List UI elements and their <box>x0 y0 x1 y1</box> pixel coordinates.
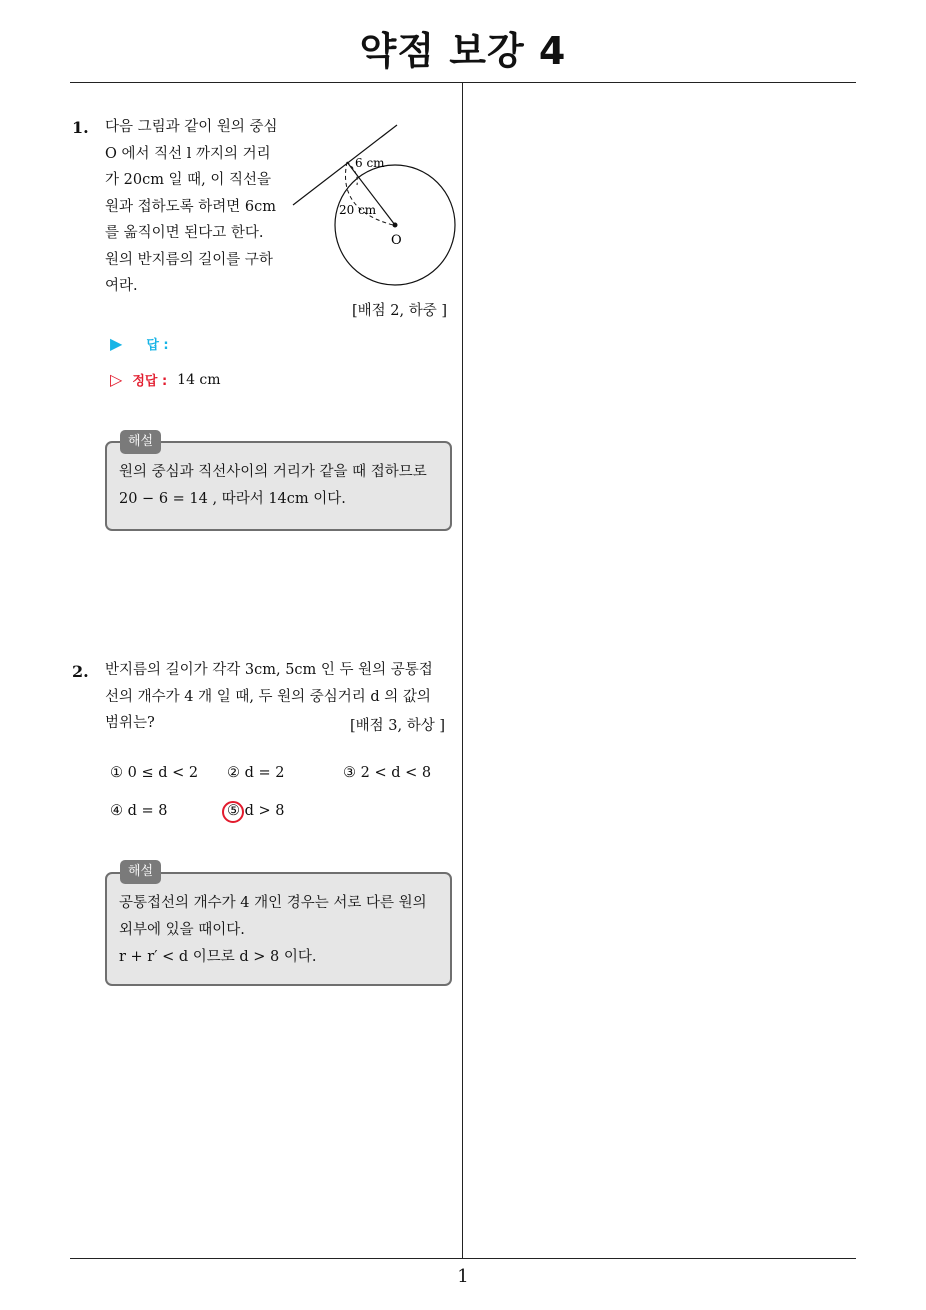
question-2-score: [배점 3, 하상 ] <box>350 718 446 734</box>
explanation-line: r + r′ < d 이므로 d > 8 이다. <box>119 949 317 965</box>
explanation-line: 20 − 6 = 14 , 따라서 14cm 이다. <box>119 491 346 507</box>
explanation-line: 공통접선의 개수가 4 개인 경우는 서로 다른 원의 <box>119 895 427 911</box>
footer-rule <box>70 1258 856 1259</box>
question-1-line: 원의 반지름의 길이를 구하 <box>105 251 273 268</box>
center-point <box>393 223 398 228</box>
question-1-line: 를 옮직이면 된다고 한다. <box>105 225 264 241</box>
play-triangle-icon: ▶ <box>110 334 123 353</box>
answer-label: 답 : <box>146 338 169 353</box>
selected-answer-circle <box>222 801 244 823</box>
outline-triangle-icon: ▷ <box>110 370 123 389</box>
choice-3[interactable]: ③ 2 < d < 8 <box>343 765 432 781</box>
explanation-tag: 해설 <box>120 860 161 884</box>
choice-5[interactable]: ⑤ d > 8 <box>227 803 285 819</box>
question-1-line: 여라. <box>105 278 138 294</box>
choice-2[interactable]: ② d = 2 <box>227 765 285 781</box>
question-1-number: 1. <box>72 118 89 137</box>
correct-answer-row <box>110 370 221 389</box>
question-2-line: 반지름의 길이가 각각 3cm, 5cm 인 두 원의 공통접 <box>105 662 433 678</box>
column-divider <box>462 83 463 1259</box>
correct-answer-value: 14 cm <box>177 371 221 388</box>
answer-row <box>110 334 169 353</box>
question-1-explanation <box>105 441 452 531</box>
question-1-text <box>105 114 285 300</box>
question-2-number: 2. <box>72 662 89 681</box>
question-1-line: 원과 접하도록 하려면 6cm <box>105 198 276 215</box>
choice-4[interactable]: ④ d = 8 <box>110 803 168 819</box>
page-title: 약점 보강 4 <box>359 29 567 73</box>
label-center-o: O <box>391 233 402 248</box>
explanation-line: 외부에 있을 때이다. <box>119 922 245 938</box>
question-2-line: 범위는? <box>105 715 155 731</box>
explanation-tag: 해설 <box>120 430 161 454</box>
question-2-explanation <box>105 872 452 986</box>
correct-answer-label: 정답 : <box>132 374 168 389</box>
label-6cm: 6 cm <box>355 156 385 170</box>
question-1-score: [배점 2, 하중 ] <box>352 303 448 319</box>
choice-1[interactable]: ① 0 ≤ d < 2 <box>110 765 199 781</box>
label-20cm: 20 cm <box>339 203 377 217</box>
page-number: 1 <box>457 1266 469 1287</box>
explanation-line: 원의 중심과 직선사이의 거리가 같을 때 접하므로 <box>119 464 427 480</box>
question-1-line: 다음 그림과 같이 원의 중심 <box>105 119 278 135</box>
question-2-line: 선의 개수가 4 개 일 때, 두 원의 중심거리 d 의 값의 <box>105 688 431 705</box>
question-1-line: O 에서 직선 l 까지의 거리 <box>105 145 271 162</box>
question-1-figure <box>285 115 460 295</box>
question-1-line: 가 20cm 일 때, 이 직선을 <box>105 172 272 188</box>
header-rule <box>70 82 856 83</box>
